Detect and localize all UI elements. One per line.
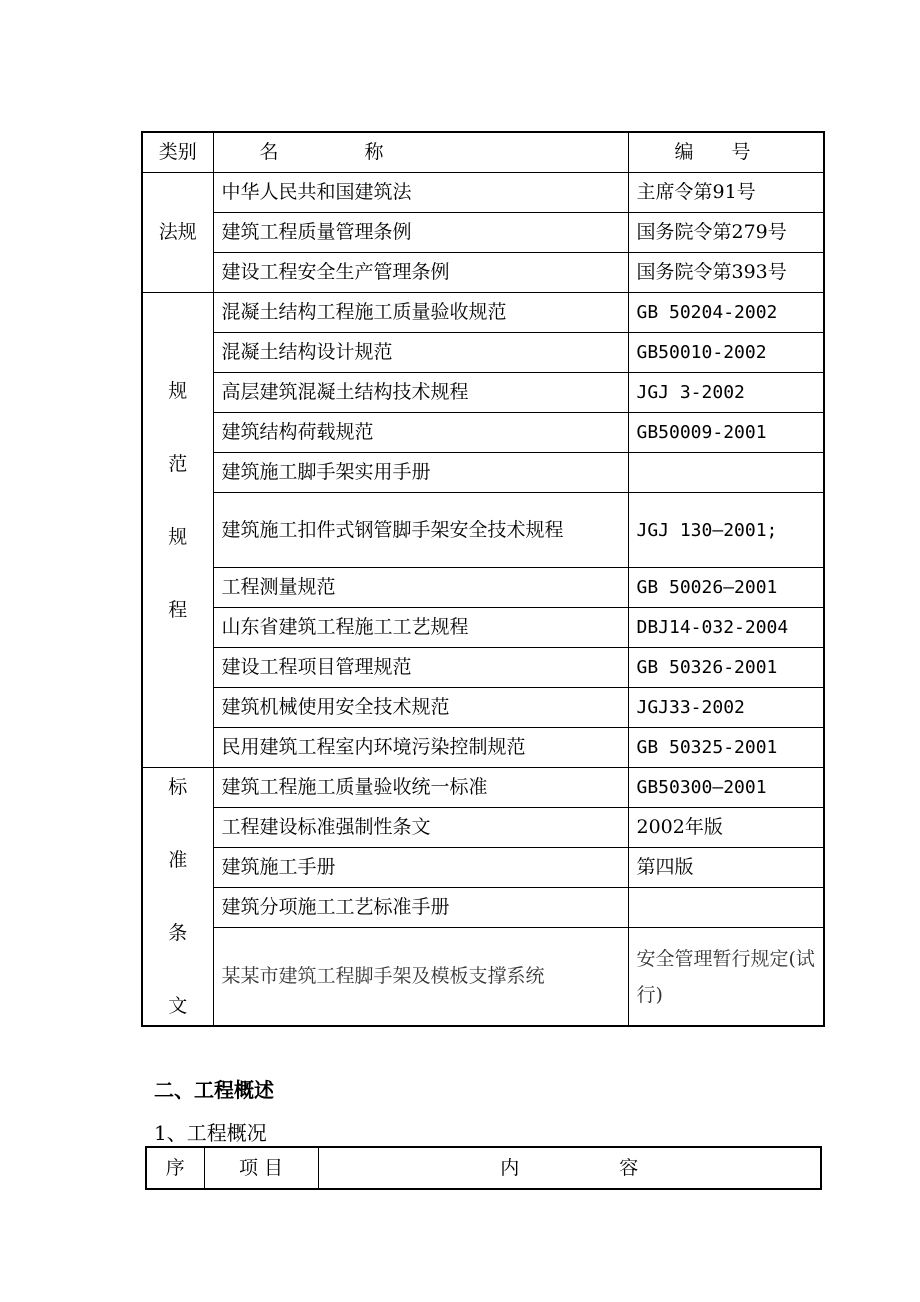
table-row — [142, 608, 824, 648]
table-row — [142, 728, 824, 768]
row-name: 建筑机械使用安全技术规范 — [213, 688, 628, 728]
row-code: GB 50026—2001 — [628, 568, 824, 608]
row-name: 山东省建筑工程施工工艺规程 — [213, 608, 628, 648]
row-name: 建设工程项目管理规范 — [213, 648, 628, 688]
row-code: JGJ 130—2001; — [628, 493, 824, 568]
category-char: 准 — [168, 849, 188, 871]
table-row — [142, 808, 824, 848]
row-code: 国务院令第393号 — [628, 253, 824, 293]
category-standards — [142, 768, 213, 1027]
row-code: 安全管理暂行规定(试行) — [628, 928, 824, 1027]
table-row — [142, 253, 824, 293]
category-char: 文 — [168, 995, 188, 1017]
header-name: 名 称 — [213, 132, 628, 173]
section-subheading: 1、工程概况 — [154, 1121, 267, 1145]
row-code: GB 50326-2001 — [628, 648, 824, 688]
row-code: JGJ 3-2002 — [628, 373, 824, 413]
table-row — [142, 493, 824, 568]
row-name: 建筑结构荷载规范 — [213, 413, 628, 453]
references-table — [141, 131, 825, 1027]
header-item: 项 目 — [204, 1147, 318, 1189]
table-row — [142, 213, 824, 253]
row-code: JGJ33-2002 — [628, 688, 824, 728]
row-code: DBJ14-032-2004 — [628, 608, 824, 648]
row-code: GB 50204-2002 — [628, 293, 824, 333]
header-index: 序 — [146, 1147, 204, 1189]
table-row — [142, 688, 824, 728]
table-row — [142, 373, 824, 413]
overview-table — [145, 1146, 822, 1190]
row-name: 建筑施工手册 — [213, 848, 628, 888]
row-name: 混凝土结构工程施工质量验收规范 — [213, 293, 628, 333]
row-name: 建设工程安全生产管理条例 — [213, 253, 628, 293]
header-code: 编 号 — [628, 132, 824, 173]
row-code: 2002年版 — [628, 808, 824, 848]
table-header-row — [146, 1147, 821, 1189]
row-code: GB50010-2002 — [628, 333, 824, 373]
table-row — [142, 333, 824, 373]
header-content: 内 容 — [318, 1147, 821, 1189]
category-laws: 法规 — [142, 173, 213, 293]
row-name: 建筑施工扣件式钢管脚手架安全技术规程 — [213, 493, 628, 568]
row-name: 工程测量规范 — [213, 568, 628, 608]
header-category: 类别 — [142, 132, 213, 173]
row-name: 民用建筑工程室内环境污染控制规范 — [213, 728, 628, 768]
row-name: 建筑工程质量管理条例 — [213, 213, 628, 253]
row-code: GB50300—2001 — [628, 768, 824, 808]
table-row — [142, 453, 824, 493]
row-name: 建筑工程施工质量验收统一标准 — [213, 768, 628, 808]
table-row — [142, 848, 824, 888]
table-header-row — [142, 132, 824, 173]
category-char: 范 — [168, 453, 188, 475]
row-code: 第四版 — [628, 848, 824, 888]
category-char: 标 — [168, 776, 188, 798]
table-row — [142, 293, 824, 333]
table-row — [142, 173, 824, 213]
row-code: GB50009-2001 — [628, 413, 824, 453]
row-code — [628, 888, 824, 928]
table-row — [142, 648, 824, 688]
section-heading: 二、工程概述 — [154, 1078, 274, 1102]
row-code: 国务院令第279号 — [628, 213, 824, 253]
row-code — [628, 453, 824, 493]
category-codes — [142, 293, 213, 768]
row-name: 混凝土结构设计规范 — [213, 333, 628, 373]
row-name: 建筑施工脚手架实用手册 — [213, 453, 628, 493]
row-code: GB 50325-2001 — [628, 728, 824, 768]
row-name: 中华人民共和国建筑法 — [213, 173, 628, 213]
category-char: 程 — [168, 599, 188, 621]
table-row — [142, 413, 824, 453]
table-row — [142, 928, 824, 1027]
category-char: 规 — [168, 526, 188, 548]
row-name: 高层建筑混凝土结构技术规程 — [213, 373, 628, 413]
row-name: 某某市建筑工程脚手架及模板支撑系统 — [213, 928, 628, 1027]
category-char: 规 — [168, 380, 188, 402]
table-row — [142, 568, 824, 608]
table-row — [142, 768, 824, 808]
row-name: 建筑分项施工工艺标准手册 — [213, 888, 628, 928]
table-row — [142, 888, 824, 928]
row-code: 主席令第91号 — [628, 173, 824, 213]
row-name: 工程建设标准强制性条文 — [213, 808, 628, 848]
category-char: 条 — [168, 922, 188, 944]
